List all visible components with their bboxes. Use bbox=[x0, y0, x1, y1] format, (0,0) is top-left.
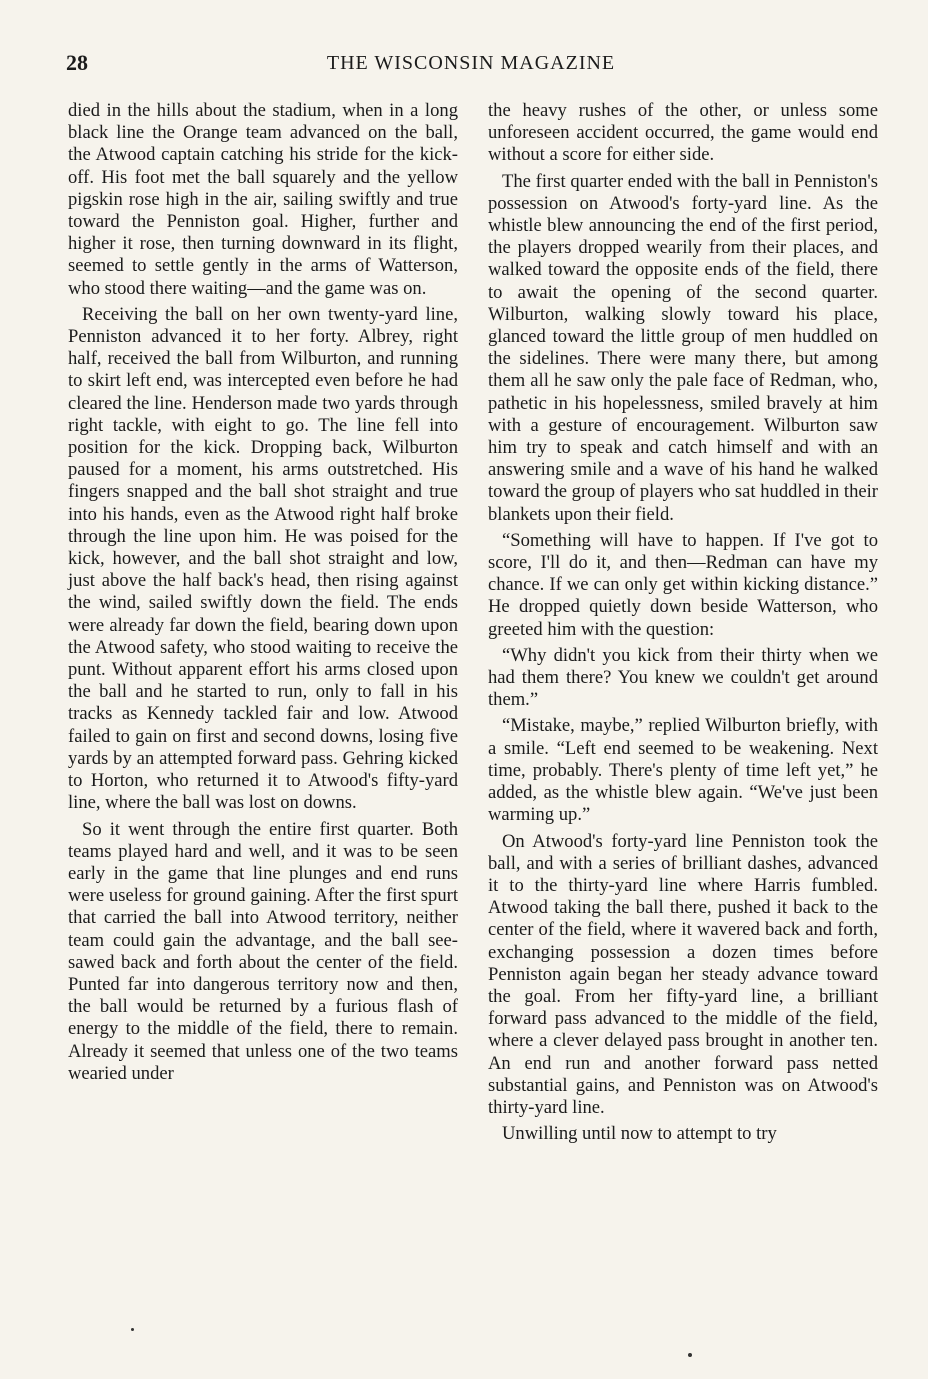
paragraph: So it went through the entire first quarter. Both teams played hard and well, and it was to be seen early in the game that line plunges and end runs were useless for ground gaining. After the first spurt that carried the ball into Atwood territory, neither team could gain the advantage, and the ball see-sawed back and forth about the center of the field. Punted far into dangerous territory now and then, the ball would be returned by a furious flash of energy to the middle of the field, there to remain. Already it seemed that unless one of the two teams wearied under bbox=[68, 818, 458, 1084]
page-header bbox=[66, 50, 876, 80]
left-column bbox=[68, 100, 458, 1085]
paragraph: Receiving the ball on her own twenty-yard line, Penniston advanced it to her forty. Albrey, right half, received the ball from Wilburton, and running to skirt left end, was intercepted even before he had cleared the line. Henderson made two yards through right tackle, with eight to go. The line fell into position for the kick. Dropping back, Wilburton paused for a moment, his arms outstretched. His fingers snapped and the ball shot straight and true into his hands, even as the Atwood right half broke through the line upon him. He was poised for the kick, however, and the ball shot straight and low, just above the half back's head, then rising against the wind, sailed swiftly down the field. The ends were already far down the field, bearing down upon the Atwood safety, who stood waiting to receive the punt. Without apparent effort his arms closed upon the ball and he started to run, only to fall in his tracks as Kennedy tackled fair and low. Atwood failed to gain on first and second downs, losing five yards by an attempted forward pass. Gehring kicked to Horton, who returned it to Atwood's fifty-yard line, where the ball was lost on downs. bbox=[68, 303, 458, 814]
paragraph: The first quarter ended with the ball in Penniston's possession on Atwood's forty-yard line. As the whistle blew announcing the end of the first period, the players dropped wearily from their places, and walked toward the opposite ends of the field, there to await the opening of the second quarter. Wilburton, walking slowly toward his place, glanced toward the little group of men huddled on the sidelines. There were many there, but among them all he saw only the pale face of Redman, who, pathetic in his hopelessness, smiled bravely at him with a gesture of encouragement. Wilburton saw him try to speak and catch himself and with an answering smile and a wave of his hand he walked toward the group of players who sat huddled in their blankets upon their field. bbox=[488, 170, 878, 525]
print-speck bbox=[131, 1328, 134, 1331]
paragraph: the heavy rushes of the other, or unless some unforeseen accident occurred, the game would end without a score for either side. bbox=[488, 100, 878, 166]
paragraph: On Atwood's forty-yard line Penniston took the ball, and with a series of brilliant dashes, advanced it to the thirty-yard line where Harris fumbled. Atwood taking the ball there, pushed it back to the center of the field, where it wavered back and forth, exchanging possession a dozen times before Penniston again began her steady advance toward the goal. From her fifty-yard line, a brilliant forward pass advanced to the middle of the field, where a clever delayed pass brought in another ten. An end run and another forward pass netted substantial gains, and Penniston was on Atwood's thirty-yard line. bbox=[488, 830, 878, 1118]
paragraph: “Something will have to happen. If I've got to score, I'll do it, and then—Redman can have my chance. If we can only get within kicking distance.” He dropped quietly down beside Watterson, who greeted him with the question: bbox=[488, 529, 878, 640]
running-head: THE WISCONSIN MAGAZINE bbox=[326, 52, 616, 74]
paragraph: Unwilling until now to attempt to try bbox=[502, 1123, 777, 1145]
paragraph: died in the hills about the stadium, when in a long black line the Orange team advanced on the ball, the Atwood captain catching his stride for the kick-off. His foot met the ball squarely and the yellow pigskin rose high in the air, sailing swiftly and true toward the Penniston goal. Higher, further and higher it rose, then turning downward in its flight, seemed to settle gently in the arms of Watterson, who stood there waiting—and the game was on. bbox=[68, 100, 458, 299]
paragraph: “Mistake, maybe,” replied Wilburton briefly, with a smile. “Left end seemed to be weakening. Next time, probably. There's plenty of time left yet,” he added, as the whistle blew again. “We've just been warming up.” bbox=[488, 715, 878, 826]
print-speck bbox=[688, 1353, 692, 1357]
paragraph: “Why didn't you kick from their thirty when we had them there? You knew we couldn't get around them.” bbox=[488, 644, 878, 711]
page-number: 28 bbox=[66, 50, 88, 75]
right-column bbox=[488, 100, 878, 1145]
